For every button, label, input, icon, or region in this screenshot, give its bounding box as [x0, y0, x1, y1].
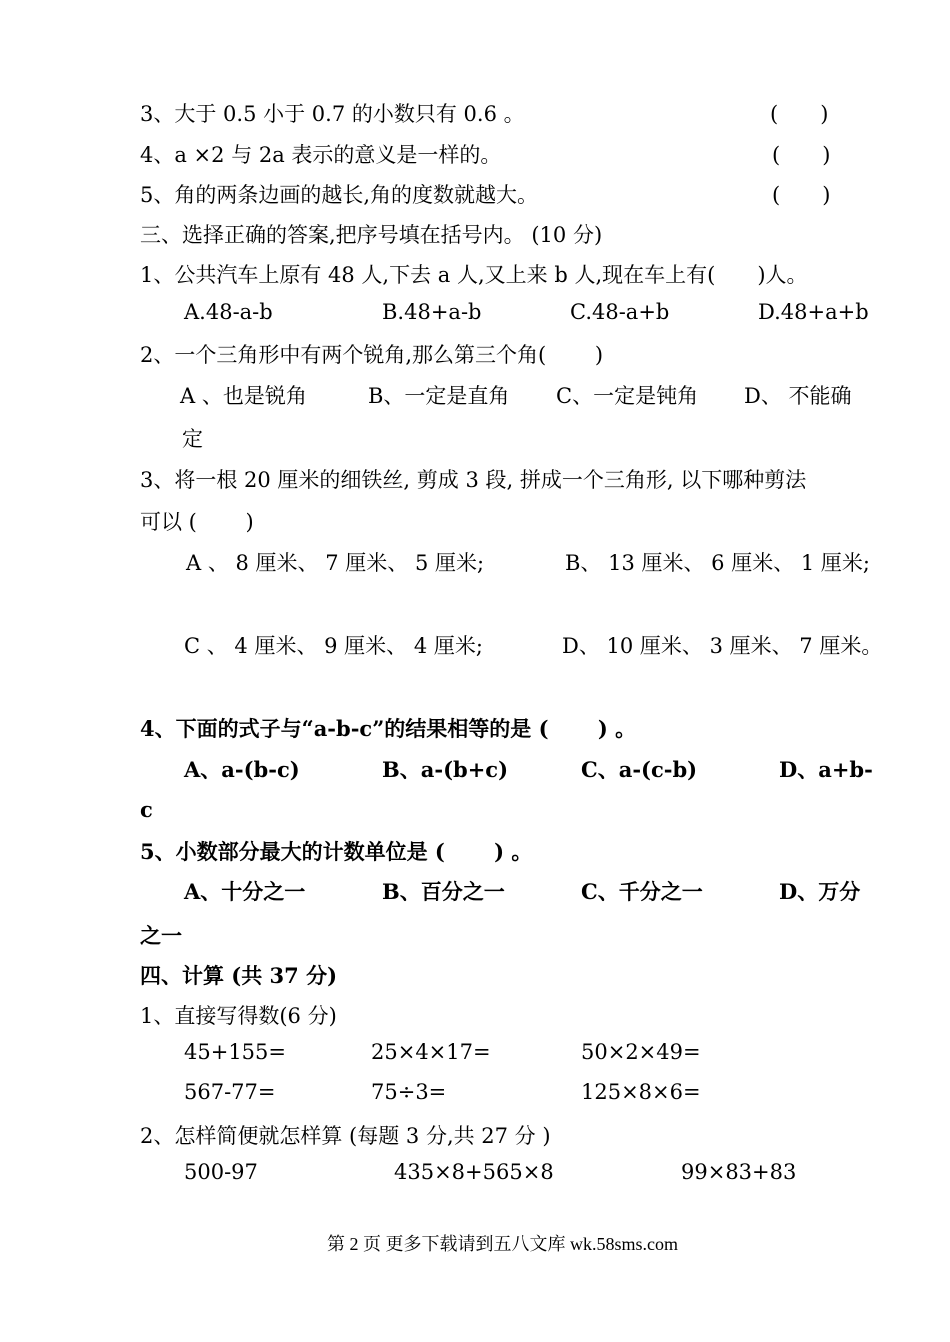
choice-q5-option-d-wrap: 之一	[140, 923, 182, 948]
choice-q2-option-c: C、一定是钝角	[556, 384, 699, 408]
choice-q3-option-c: C 、 4 厘米、 9 厘米、 4 厘米;	[184, 634, 483, 658]
choice-q2-option-d: D、 不能确	[744, 384, 852, 408]
choice-q2-option-a: A 、也是锐角	[180, 384, 307, 408]
answer-paren-4[interactable]: ( )	[772, 143, 831, 167]
choice-q2-option-d-wrap: 定	[182, 427, 203, 451]
calc-item: 25×4×17=	[371, 1040, 491, 1064]
calc-item: 500-97	[184, 1160, 258, 1184]
choice-q2-stem: 2、一个三角形中有两个锐角,那么第三个角( )	[140, 343, 604, 367]
choice-q3-option-b: B、 13 厘米、 6 厘米、 1 厘米;	[565, 551, 871, 575]
choice-q2-option-b: B、一定是直角	[368, 384, 510, 408]
choice-q5-stem: 5、小数部分最大的计数单位是 ( ) 。	[140, 839, 533, 864]
choice-q4-stem: 4、下面的式子与“a-b-c”的结果相等的是 ( ) 。	[140, 716, 637, 741]
calc-sub1-title: 1、直接写得数(6 分)	[140, 1004, 337, 1028]
choice-q1-option-c: C.48-a+b	[570, 300, 670, 324]
choice-q1-option-a: A.48-a-b	[184, 300, 273, 324]
calc-item: 50×2×49=	[581, 1040, 701, 1064]
choice-q4-option-c: C、a-(c-b)	[581, 757, 698, 782]
calc-item: 45+155=	[184, 1040, 286, 1064]
calc-sub2-title: 2、怎样简便就怎样算 (每题 3 分,共 27 分 )	[140, 1124, 551, 1148]
choice-q3-stem: 3、将一根 20 厘米的细铁丝, 剪成 3 段, 拼成一个三角形, 以下哪种剪法	[140, 468, 807, 492]
choice-q1-option-b: B.48+a-b	[382, 300, 482, 324]
section-title-choice: 三、选择正确的答案,把序号填在括号内。 (10 分)	[140, 223, 603, 247]
calc-item: 99×83+83	[681, 1160, 797, 1184]
choice-q3-option-a: A 、 8 厘米、 7 厘米、 5 厘米;	[186, 551, 485, 575]
calc-item: 125×8×6=	[581, 1080, 701, 1104]
answer-paren-3[interactable]: ( )	[770, 102, 829, 126]
choice-q5-option-b: B、百分之一	[382, 879, 505, 904]
choice-q4-option-d-wrap: c	[140, 797, 153, 822]
choice-q5-option-d: D、万分	[779, 879, 861, 904]
answer-paren-5[interactable]: ( )	[772, 183, 831, 207]
section-title-calc: 四、计算 (共 37 分)	[140, 963, 338, 988]
choice-q1-stem: 1、公共汽车上原有 48 人,下去 a 人,又上来 b 人,现在车上有( )人。	[140, 263, 808, 287]
judge-item-4: 4、a ×2 与 2a 表示的意义是一样的。	[140, 143, 502, 167]
choice-q4-option-b: B、a-(b+c)	[382, 757, 509, 782]
calc-item: 567-77=	[184, 1080, 276, 1104]
choice-q3-option-d: D、 10 厘米、 3 厘米、 7 厘米。	[562, 634, 883, 658]
choice-q4-option-a: A、a-(b-c)	[184, 757, 300, 782]
choice-q5-option-c: C、千分之一	[581, 879, 703, 904]
choice-q4-option-d: D、a+b-	[779, 757, 873, 782]
choice-q3-stem-cont: 可以 ( )	[140, 510, 254, 534]
calc-item: 75÷3=	[371, 1080, 447, 1104]
choice-q1-option-d: D.48+a+b	[758, 300, 869, 324]
judge-item-3: 3、大于 0.5 小于 0.7 的小数只有 0.6 。	[140, 102, 525, 126]
choice-q5-option-a: A、十分之一	[184, 879, 306, 904]
page-footer: 第 2 页 更多下载请到五八文库 wk.58sms.com	[327, 1234, 678, 1254]
judge-item-5: 5、角的两条边画的越长,角的度数就越大。	[140, 183, 539, 207]
calc-item: 435×8+565×8	[394, 1160, 554, 1184]
